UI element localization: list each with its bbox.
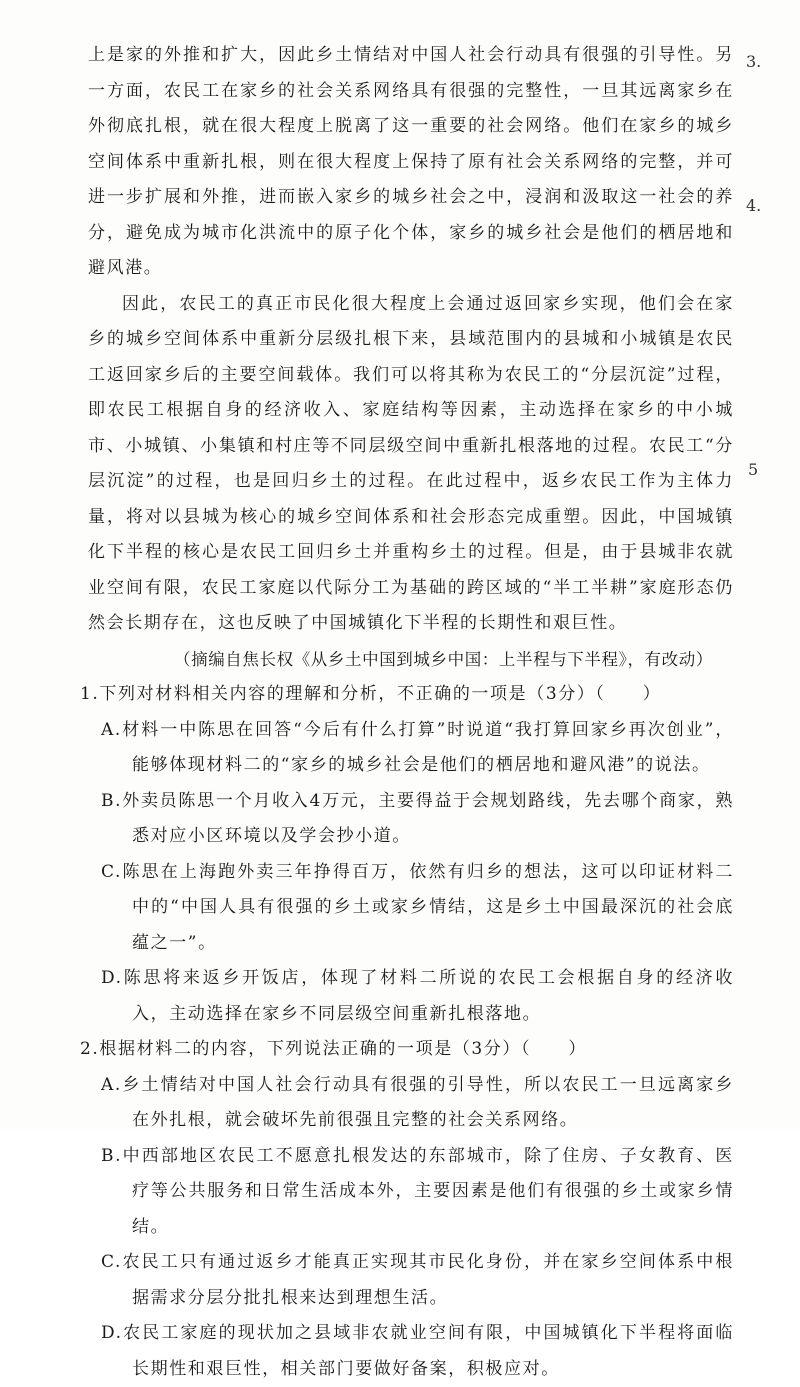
question-1: [80, 677, 734, 1032]
answer-option-d: D.陈思将来返乡开饭店，体现了材料二所说的农民工会根据自身的经济收入，主动选择在家乡不同层级空间重新扎根落地。: [101, 968, 734, 1024]
answer-option-b: B.中西部地区农民工不愿意扎根发达的东部城市，除了住房、子女教育、医疗等公共服务和日常生活成本外，主要因素是他们有很强的乡土或家乡情结。: [101, 1145, 734, 1237]
answer-option-a: A.乡土情结对中国人社会行动具有很强的引导性，所以农民工一旦远离家乡在外扎根，就会破坏先前很强且完整的社会关系网络。: [101, 1074, 734, 1130]
question-stem: 2.根据材料二的内容，下列说法正确的一项是（3分）（ ）: [80, 1039, 587, 1059]
passage-paragraph: 上是家的外推和扩大，因此乡土情结对中国人社会行动具有很强的引导性。另一方面，农民工在家乡的社会关系网络具有很强的完整性，一旦其远离家乡在外彻底扎根，就在很大程度上脱离了这一重要的社会网络。他们在家乡的城乡空间体系中重新扎根，则在很大程度上保持了原有社会关系网络的完整，并可进一步扩展和外推，进而嵌入家乡的城乡社会之中，浸润和汲取这一社会的养分，避免成为城市化洪流中的原子化个体，家乡的城乡社会是他们的栖居地和避风港。: [88, 45, 734, 278]
question-stem: 1.下列对材料相关内容的理解和分析，不正确的一项是（3分）（ ）: [80, 684, 662, 704]
margin-number: 4.: [746, 196, 762, 215]
passage-paragraph: 因此，农民工的真正市民化很大程度上会通过返回家乡实现，他们会在家乡的城乡空间体系中重新分层级扎根下来，县域范围内的县城和小城镇是农民工返回家乡后的主要空间载体。我们可以将其称为农民工的“分层沉淀”过程，即农民工根据自身的经济收入、家庭结构等因素，主动选择在家乡的中小城市、小城镇、小集镇和村庄等不同层级空间中重新扎根落地的过程。农民工“分层沉淀”的过程，也是回归乡土的过程。在此过程中，返乡农民工作为主体力量，将对以县城为核心的城乡空间体系和社会形态完成重塑。因此，中国城镇化下半程的核心是农民工回归乡土并重构乡土的过程。但是，由于县城非农就业空间有限，农民工家庭以代际分工为基础的跨区域的“半工半耕”家庭形态仍然会长期存在，这也反映了中国城镇化下半程的长期性和艰巨性。: [88, 293, 734, 633]
reading-passage: [80, 38, 734, 1387]
answer-option-d: D.农民工家庭的现状加之县域非农就业空间有限，中国城镇化下半程将面临长期性和艰巨性，相关部门要做好备案，积极应对。: [101, 1323, 734, 1379]
answer-option-c: C.陈思在上海跑外卖三年挣得百万，依然有归乡的想法，这可以印证材料二中的“中国人具有很强的乡土或家乡情结，这是乡土中国最深沉的社会底蕴之一”。: [101, 861, 734, 953]
source-citation: （摘编自焦长权《从乡土中国到城乡中国：上半程与下半程》，有改动）: [174, 649, 713, 669]
answer-option-c: C.农民工只有通过返乡才能真正实现其市民化身份，并在家乡空间体系中根据需求分层分批扎根来达到理想生活。: [101, 1252, 734, 1308]
question-2: [80, 1032, 734, 1387]
answer-option-a: A.材料一中陈思在回答“今后有什么打算”时说道“我打算回家乡再次创业”，能够体现材料二的“家乡的城乡社会是他们的栖居地和避风港”的说法。: [101, 719, 734, 775]
margin-number: 3.: [746, 52, 762, 71]
answer-option-b: B.外卖员陈思一个月收入4万元，主要得益于会规划路线，先去哪个商家，熟悉对应小区环境以及学会抄小道。: [101, 790, 734, 846]
margin-number: 5: [748, 460, 759, 479]
